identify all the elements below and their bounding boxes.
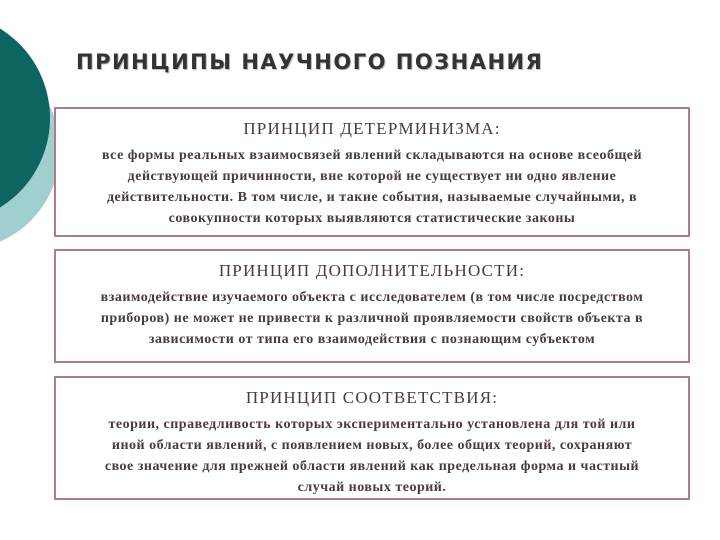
- principle-text-line: зависимости от типа его взаимодействия с познающим субъектом: [148, 332, 596, 347]
- principle-text: [66, 287, 678, 350]
- principle-text-line: свое значение для прежней области явлений как предельная форма и частный: [104, 459, 640, 474]
- page-title: ПРИНЦИПЫ НАУЧНОГО ПОЗНАНИЯ: [76, 50, 544, 74]
- principle-heading: ПРИНЦИП ДОПОЛНИТЕЛЬНОСТИ:: [218, 261, 526, 280]
- principle-text: [66, 414, 678, 498]
- principle-text-line: приборов) не может не привести к различной проявляемости свойств объекта в: [100, 311, 644, 326]
- principle-text-line: совокупности которых выявляются статистические законы: [168, 211, 576, 226]
- principle-text-line: взаимодействие изучаемого объекта с исследователем (в том числе посредством: [100, 290, 644, 305]
- principle-text-line: все формы реальных взаимосвязей явлений складываются на основе всеобщей: [101, 148, 643, 163]
- decorative-circles: [0, 0, 60, 300]
- principle-text-line: действующей причинности, вне которой не существует ни одно явление: [127, 169, 617, 184]
- principle-box-correspondence: [54, 376, 690, 500]
- principle-text: [66, 145, 678, 229]
- principle-text-line: действительности. В том числе, и такие события, называемые случайными, в: [106, 190, 638, 205]
- principle-heading: ПРИНЦИП СООТВЕТСТВИЯ:: [245, 388, 499, 407]
- principle-text-line: случай новых теорий.: [297, 480, 447, 495]
- principle-text-line: иной области явлений, с появлением новых, более общих теорий, сохраняют: [111, 438, 633, 453]
- principle-box-complementarity: [54, 249, 690, 363]
- principle-heading: ПРИНЦИП ДЕТЕРМИНИЗМА:: [243, 119, 501, 138]
- principle-text-line: теории, справедливость которых экспериментально установлена для той или: [108, 417, 636, 432]
- principle-box-determinism: [54, 107, 690, 237]
